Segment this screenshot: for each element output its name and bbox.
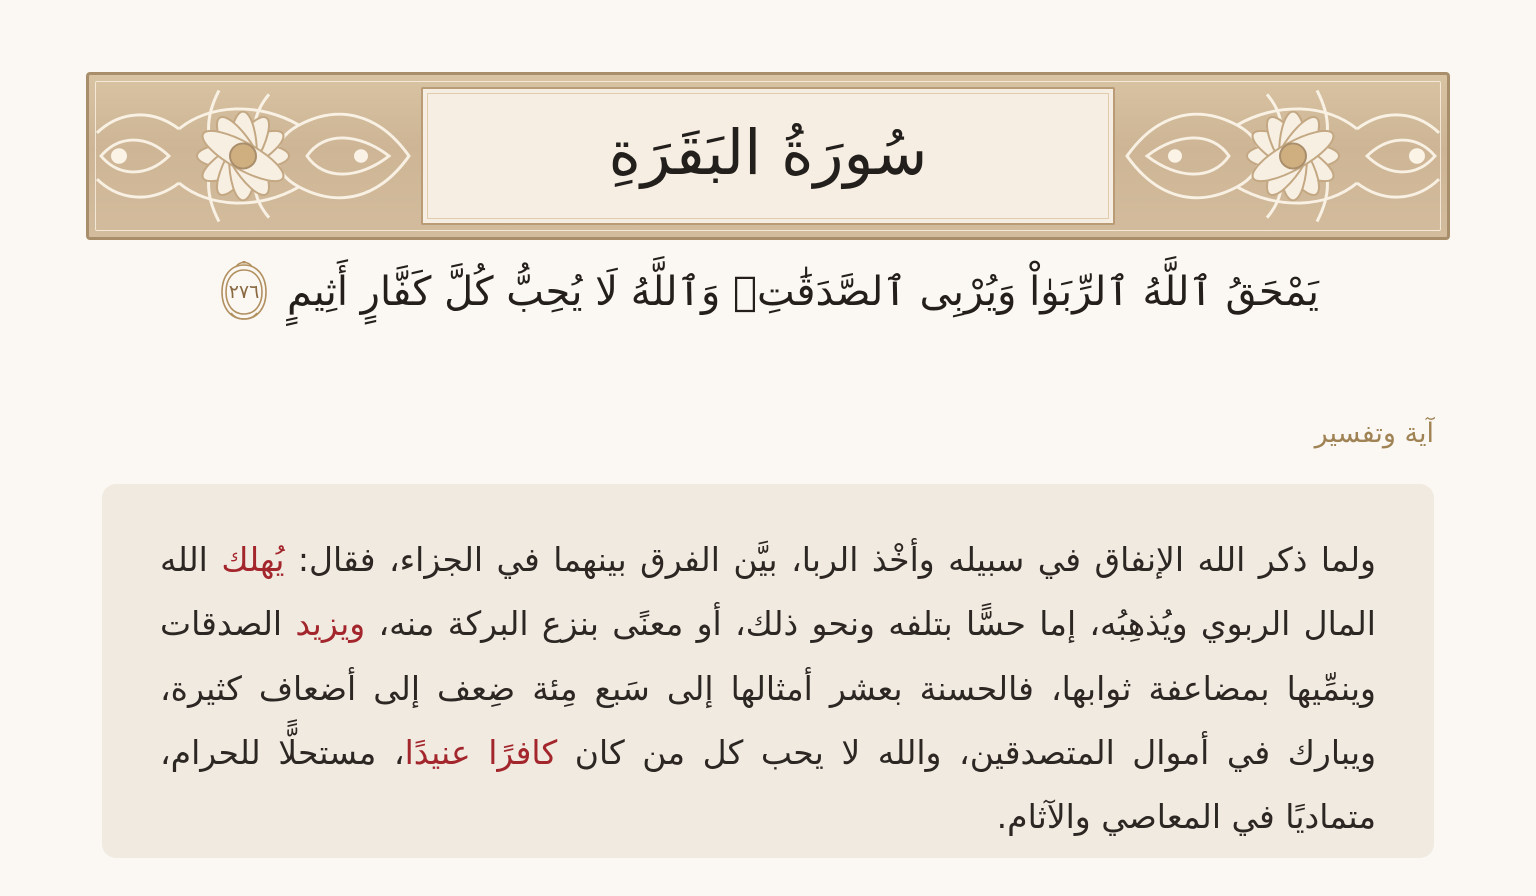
tafsir-highlight-term: ويزيد (295, 604, 366, 644)
ayah-line (86, 258, 1450, 326)
tafsir-segment: ولما ذكر الله الإنفاق في سبيله وأخْذ الربا، بيَّن الفرق بينهما في الجزاء، فقال: (284, 540, 1376, 579)
tafsir-highlight-term: يُهلك (221, 540, 285, 579)
tafsir-card (102, 484, 1434, 858)
section-caption: آية وتفسير (1314, 418, 1434, 449)
tafsir-text (160, 528, 1376, 850)
arabesque-ornament-right-icon (1117, 75, 1447, 237)
surah-header-banner (86, 72, 1450, 240)
arabesque-ornament-left-icon (89, 75, 419, 237)
banner-frame (86, 72, 1450, 240)
ayah-number-medallion (217, 261, 271, 323)
tafsir-segment: الله المال الربوي ويُذهِبُه، إما حسًّا بتلفه ونحو ذلك، أو معنًى بنزع البركة منه، (160, 540, 1376, 644)
tafsir-highlight-term: كافرًا عنيدًا (404, 733, 558, 773)
ayah-text: يَمْحَقُ ٱللَّهُ ٱلرِّبَوٰاْ وَيُرْبِى ٱلصَّدَقَٰتِۚ وَٱللَّهُ لَا يُحِبُّ كُلَّ كَفَّارٍ أَثِيمٍ (287, 269, 1319, 315)
tafsir-segment: ، مستحلًّا للحرام، متماديًا في المعاصي والآثام. (160, 733, 1376, 837)
surah-title-plaque (421, 87, 1115, 225)
ayah-number-label: ٢٧٦ (228, 281, 260, 303)
surah-title: سُورَةُ البَقَرَةِ (608, 116, 928, 190)
tafsir-segment: الصدقات وينمِّيها بمضاعفة ثوابها، فالحسنة بعشر أمثالها إلى سَبع مِئة ضِعف إلى أضعاف كثيرة، ويبارك في أموال المتصدقين، والله لا يحب كل من كان (160, 604, 1377, 773)
